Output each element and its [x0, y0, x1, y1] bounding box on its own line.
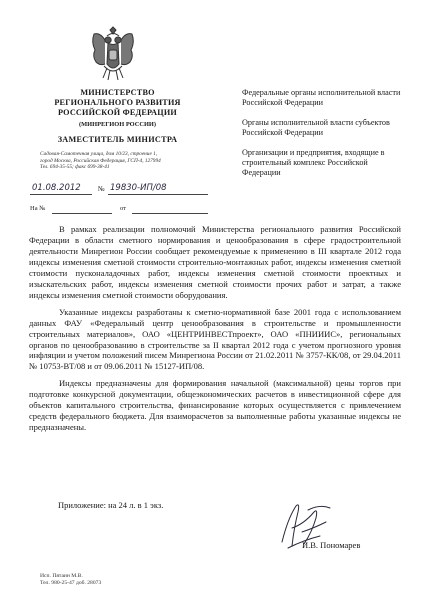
recipients-block — [242, 88, 402, 188]
coat-of-arms-emblem — [88, 26, 138, 84]
ministry-short-name: (МИНРЕГИОН РОССИИ) — [78, 121, 157, 128]
registration-number-prefix: № — [98, 185, 105, 193]
executor-phone: Тел. 980-25-47 доб. 28073 — [40, 580, 102, 587]
recipient-2: Органы исполнительной власти субъектов Российской Федерации — [242, 117, 390, 138]
executor-name: Исп. Пятаин М.В. — [40, 573, 83, 579]
address-line-2: город Москва, Российская Федерация, ГСП-4, 127994 — [40, 157, 161, 164]
ministry-name-line-1: МИНИСТЕРСТВО — [80, 88, 155, 97]
attachment-note: Приложение: на 24 л. в 1 экз. — [58, 500, 164, 510]
reference-number-label: На № — [30, 205, 46, 212]
body-paragraph-2: Указанные индексы разработаны к сметно-нормативной базе 2001 года с использованием данных ФАУ «Федеральный центр ценообразования в строительстве и промышленности строительных материалов», ОАО «ЦЕНТРИНВЕСТпроект», ОАО «ПНИИИС», региональных органов по ценообразованию в строительстве за II квартал 2012 года с учетом прогнозного уровня инфляции и учетом положений писем Минрегиона России от 21.02.2011 № 3757-КК/08, от 29.04.2011 № 10753-ВТ/08 и от 09.06.2011 № 15127-ИП/08. — [29, 306, 401, 372]
letter-body — [29, 224, 401, 439]
position-title: ЗАМЕСТИТЕЛЬ МИНИСТРА — [57, 135, 178, 144]
reference-line — [30, 203, 208, 215]
ministry-name — [30, 88, 205, 117]
ministry-address — [40, 151, 200, 171]
ministry-name-line-3: РОССИЙСКОЙ ФЕДЕРАЦИИ — [58, 107, 177, 117]
body-paragraph-1: В рамках реализации полномочий Министерства регионального развития Российской Федерации в области сметного нормирования и ценообразования в сфере градостроительной деятельности Минрегион России сообщает рекомендуемые к применению в III квартале 2012 года индексы изменения сметной стоимости строительно-монтажных работ, индексы изменения сметной стоимости пусконаладочных работ, индексы изменения сметной стоимости проектных и изыскательских работ, индексы изменения сметной стоимости прочих работ и затрат, а также индексы изменения сметной стоимости оборудования. — [29, 224, 401, 300]
registration-line — [30, 183, 208, 197]
registration-date: 01.08.2012 — [32, 183, 81, 193]
reference-from-label: от — [120, 205, 127, 212]
recipient-3: Организации и предприятия, входящие в строительный комплекс Российской Федерации — [242, 147, 385, 178]
signer-name: И.В. Пономарев — [302, 540, 361, 550]
executor-info — [40, 573, 101, 588]
recipient-1: Федеральные органы исполнительной власти Российской Федерации — [242, 88, 401, 108]
ministry-name-line-2: РЕГИОНАЛЬНОГО РАЗВИТИЯ — [54, 97, 181, 107]
address-line-1: Садовая-Самотечная улица, дом 10/23, строение 1, — [40, 151, 158, 157]
registration-number: 19830-ИП/08 — [110, 183, 167, 193]
address-line-3: Тел. 694-35-55; факс 699-38-41 — [40, 164, 110, 171]
body-paragraph-3: Индексы предназначены для формирования начальной (максимальной) цены торгов при подготовке конкурсной документации, общеэкономических расчетов в инвестиционной сфере для объектов капитального строительства, финансирование которых осуществляется с привлечением средств федерального бюджета. Для взаиморасчетов за выполненные работы указанные индексы не предназначены. — [29, 378, 401, 433]
